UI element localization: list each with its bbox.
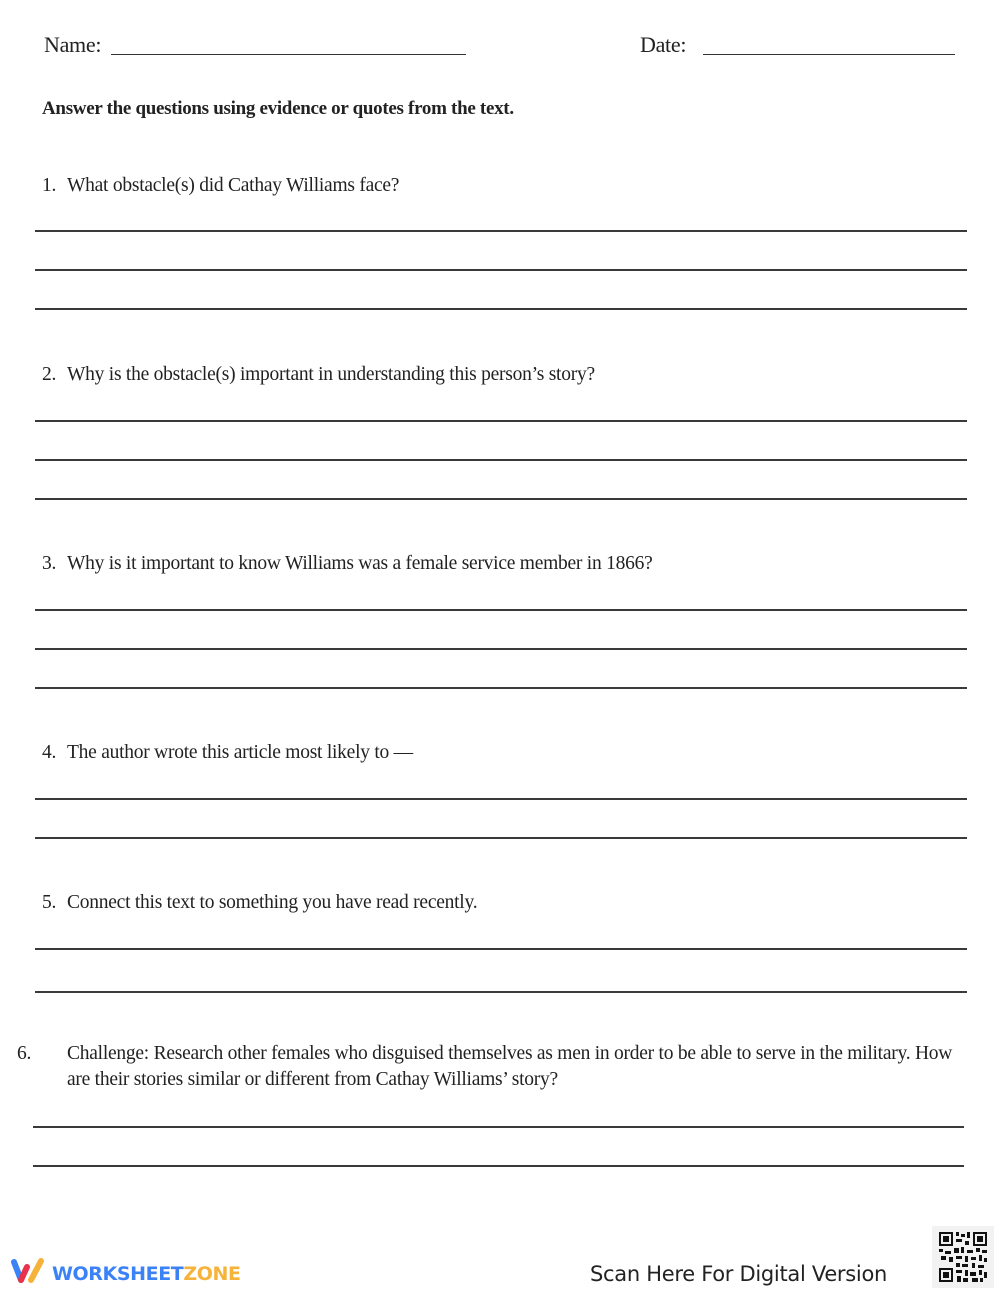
question-2 (42, 362, 962, 388)
answer-line-5-1[interactable] (35, 948, 967, 950)
question-text: What obstacle(s) did Cathay Williams face? (67, 175, 400, 196)
question-4 (42, 740, 962, 766)
question-text: Why is the obstacle(s) important in understanding this person’s story? (67, 364, 595, 385)
answer-line-1-1[interactable] (35, 230, 967, 232)
answer-line-4-2[interactable] (35, 837, 967, 839)
date-label: Date: (640, 32, 687, 57)
answer-line-5-2[interactable] (35, 991, 967, 993)
answer-line-1-2[interactable] (35, 269, 967, 271)
question-number: 1. (42, 175, 57, 196)
question-text: Challenge: Research other females who disguised themselves as men in order to be able to serve in the military. How are their stories similar or different from Cathay Williams’ story? (67, 1043, 953, 1090)
name-label: Name: (44, 32, 102, 57)
logo-w-icon (10, 1258, 46, 1289)
answer-line-4-1[interactable] (35, 798, 967, 800)
scan-text: Scan Here For Digital Version (590, 1262, 888, 1286)
answer-line-2-1[interactable] (35, 420, 967, 422)
question-6 (17, 1041, 962, 1093)
question-number: 5. (42, 892, 57, 913)
question-text: Connect this text to something you have read recently. (67, 892, 478, 913)
instructions: Answer the questions using evidence or quotes from the text. (42, 98, 514, 119)
answer-line-6-2[interactable] (33, 1165, 964, 1167)
name-field[interactable] (111, 54, 466, 55)
question-number: 6. (17, 1043, 32, 1064)
answer-line-1-3[interactable] (35, 308, 967, 310)
question-3 (42, 551, 962, 577)
question-5 (42, 890, 962, 916)
question-text: The author wrote this article most likely to — (67, 742, 413, 763)
question-1 (42, 173, 962, 199)
question-number: 3. (42, 553, 57, 574)
answer-line-3-3[interactable] (35, 687, 967, 689)
worksheetzone-logo[interactable] (10, 1258, 241, 1289)
qr-code-icon[interactable] (932, 1226, 994, 1288)
answer-line-3-1[interactable] (35, 609, 967, 611)
answer-line-2-3[interactable] (35, 498, 967, 500)
date-field[interactable] (703, 54, 955, 55)
question-number: 2. (42, 364, 57, 385)
answer-line-2-2[interactable] (35, 459, 967, 461)
question-text: Why is it important to know Williams was a female service member in 1866? (67, 553, 653, 574)
brand-name: WORKSHEETZONE (52, 1262, 241, 1285)
answer-line-6-1[interactable] (33, 1126, 964, 1128)
answer-line-3-2[interactable] (35, 648, 967, 650)
question-number: 4. (42, 742, 57, 763)
